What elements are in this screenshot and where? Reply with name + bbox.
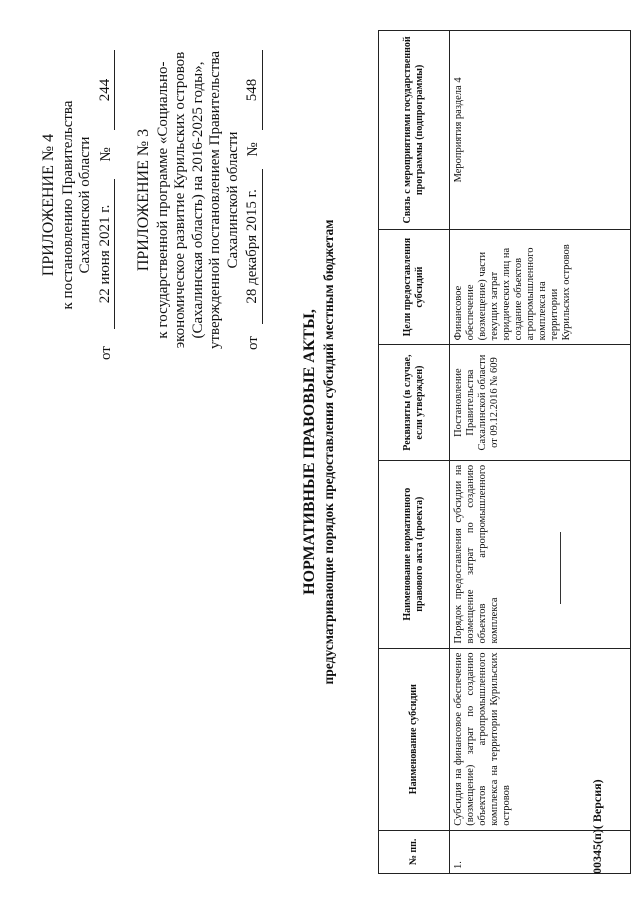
cell-name: Субсидия на финансовое обеспечение (возмещение) затрат по созданию объектов агропромышленного комплекса на территории Курильских островов — [450, 648, 631, 830]
cell-req: Постановление Правительства Сахалинской области от 09.12.2016 № 609 — [450, 345, 631, 461]
appendix-3-block — [135, 50, 263, 350]
appendix-3-date-line — [244, 50, 263, 350]
cell-act: Порядок предоставления субсидии на возмещение затрат по созданию объектов агропромышленного комплекса — [450, 460, 631, 648]
cell-goal: Финансовое обеспечение (возмещение) части текущих затрат юридических лиц на создание объектов агропромышленного комплекса на территории Курильских островов — [450, 229, 631, 345]
heading-main: НОРМАТИВНЫЕ ПРАВОВЫЕ АКТЫ, — [301, 309, 318, 595]
appendix-3-date: 28 декабря 2015 г. — [244, 169, 263, 324]
appendix-4-date: 22 июня 2021 г. — [97, 179, 116, 329]
number-label: № — [97, 147, 114, 162]
appendix-3-line3: (Сахалинская область) на 2016-2025 годы», — [189, 61, 206, 339]
appendix-4-line1: к постановлению Правительства — [59, 100, 76, 310]
header-num: № пп. — [379, 830, 450, 873]
header-req: Реквизиты (в случае, если утвержден) — [379, 345, 450, 461]
appendix-3-line5: Сахалинской области — [224, 131, 241, 269]
appendix-3-line2: экономическое развитие Курильских островов — [172, 51, 188, 349]
header-goal: Цели предоставления субсидий — [379, 229, 450, 345]
from-label: от — [245, 336, 261, 350]
appendix-3-line4: утвержденной постановлением Правительства — [207, 50, 223, 350]
header-link: Связь с мероприятиями государственной программы (подпрограммы) — [379, 31, 450, 230]
table-header-row — [379, 31, 450, 874]
document-heading — [300, 0, 338, 904]
appendix-4-line2: Сахалинской области — [77, 136, 93, 274]
appendix-4-date-line — [97, 50, 116, 360]
acts-table — [378, 30, 631, 874]
appendix-4-number: 244 — [97, 50, 116, 130]
appendix-3-line1: к государственной программе «Социально- — [154, 61, 171, 339]
cell-num: 1. — [450, 830, 631, 873]
appendix-3-title: ПРИЛОЖЕНИЕ № 3 — [135, 128, 152, 272]
document-code: 00345(п)( Версия) — [590, 779, 604, 874]
appendix-4-block — [40, 50, 115, 360]
heading-sub: предусматривающие порядок предоставления субсидий местным бюджетам — [321, 219, 336, 685]
header-act: Наименование нормативного правового акта (проекта) — [379, 460, 450, 648]
from-label: от — [97, 346, 114, 360]
number-label: № — [245, 142, 261, 157]
appendix-3-number: 548 — [244, 50, 263, 130]
table-row — [450, 31, 631, 874]
header-name: Наименование субсидии — [379, 648, 450, 830]
cell-link: Мероприятия раздела 4 — [450, 31, 631, 230]
end-divider — [560, 532, 561, 604]
appendix-4-title: ПРИЛОЖЕНИЕ № 4 — [40, 133, 57, 277]
